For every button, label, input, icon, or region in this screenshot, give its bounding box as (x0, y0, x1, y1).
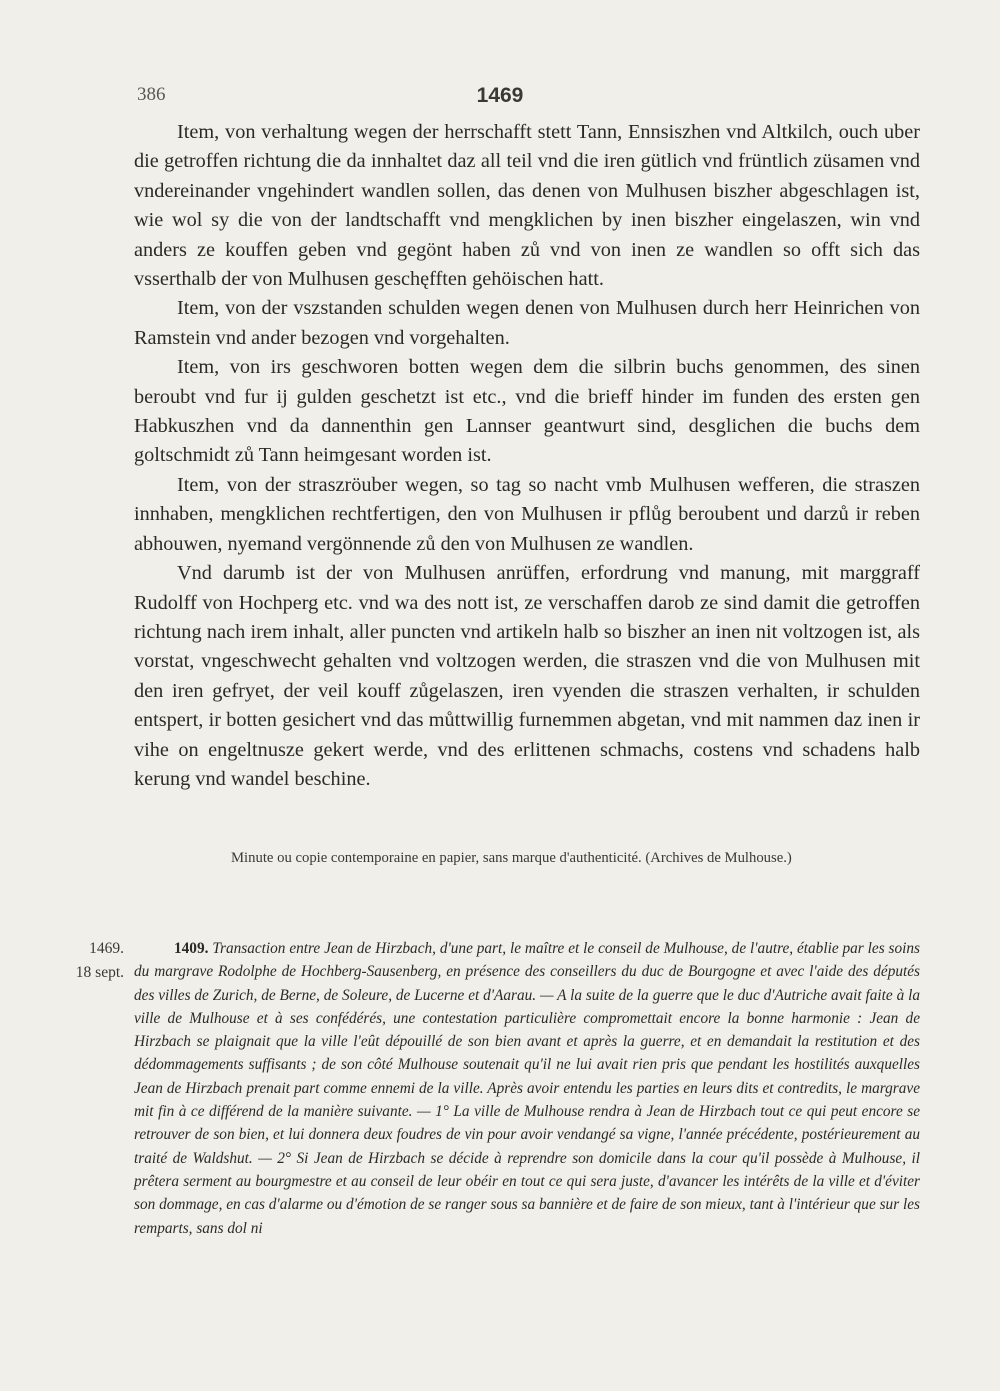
margin-date-day: 18 sept. (75, 963, 124, 981)
running-header-year: 1469 (476, 84, 524, 107)
paragraph: Item, von verhaltung wegen der herrschafft stett Tann, Ennsiszhen vnd Altkilch, ouch uber die getroffen richtung die da innhaltet daz all teil vnd die iren gütlich vnd früntlich züsamen vnd vndereinander vngehindert wandlen sollen, das denen von Mulhusen biszher abgeschlagen ist, wie wol sy die von der landtschafft vnd mengklichen by inen biszher eingelaszen, win vnd anders ze kouffen geben vnd gegönt haben zů vnd von inen ze wandlen so offt sich das vsserthalb der von Mulhusen geschęfften gehöischen hatt. (134, 121, 920, 291)
regest-entry (134, 937, 920, 1240)
page-number: 386 (137, 84, 166, 105)
paragraph: Item, von der straszröuber wegen, so tag so nacht vmb Mulhusen wefferen, die straszen innhaben, mengklichen rechtfertigen, den von Mulhusen ir pflůg beroubent und darzů ir reben abhouwen, nyemand vergönnende zů den von Mulhusen ze wandlen. (134, 473, 920, 555)
margin-date-year: 1469. (89, 940, 124, 957)
margin-date (52, 937, 124, 984)
paragraph: Item, von irs geschworen botten wegen dem die silbrin buchs genommen, des sinen beroubt vnd fur ij gulden geschetzt ist etc., vnd die brieff hinder im funden des ersten gen Habkuszhen vnd da dannenthin gen Lannser geantwurt sind, desglichen die buchs dem goltschmidt zů Tann heimgesant worden ist. (134, 356, 920, 467)
source-note: Minute ou copie contemporaine en papier, sans marque d'authenticité. (Archives de Mulhouse.) (231, 850, 792, 866)
regest-number: 1409. (174, 940, 209, 957)
paragraph: Item, von der vszstanden schulden wegen denen von Mulhusen durch herr Heinrichen von Ramstein vnd ander bezogen vnd vorgehalten. (134, 297, 920, 349)
document-body (134, 118, 920, 794)
paragraph: Vnd darumb ist der von Mulhusen anrüffen, erfordrung vnd manung, mit marggraff Rudolff von Hochperg etc. vnd wa des nott ist, ze verschaffen darob ze sind damit die getroffen richtung nach irem inhalt, aller puncten vnd artikeln halb so biszher an inen nit voltzogen ist, als vorstat, vngeschwecht gehalten vnd voltzogen werden, die straszen vnd die von Mulhusen mit den iren gefryet, der veil kouff zůgelaszen, iren vyenden die straszen verhalten, ir schulden entspert, ir botten gesichert vnd das můttwillig furnemmen abgetan, vnd mit nammen daz inen ir vihe on engeltnusze gekert werde, vnd des erlittenen schmachs, costens vnd schadens halb kerung vnd wandel beschine. (134, 562, 920, 790)
regest-text: Transaction entre Jean de Hirzbach, d'une part, le maître et le conseil de Mulhouse, de l'autre, établie par les soins du margrave Rodolphe de Hochberg-Sausenberg, en présence des conseillers du duc de Bourgogne et avec l'aide des députés des villes de Zurich, de Berne, de Soleure, de Lucerne et d'Aarau. — A la suite de la guerre que le duc d'Autriche avait faite à la ville de Mulhouse et à ses confédérés, une contestation particulière compromettait encore la bonne harmonie : Jean de Hirzbach se plaignait que la ville l'eût dépouillé de son bien avant et après la guerre, et en demandait la restitution et des dédommagements suffisants ; de son côté Mulhouse soutenait qu'il ne lui avait rien pris que pendant les hostilités auxquelles Jean de Hirzbach prenait part comme ennemi de la ville. Après avoir entendu les parties en leurs dits et contredits, le margrave mit fin à ce différend de la manière suivante. — 1° La ville de Mulhouse rendra à Jean de Hirzbach tout ce qui peut encore se retrouver de son bien, et lui donnera deux foudres de vin pour avoir vendangé sa vigne, l'année précédente, postérieurement au traité de Waldshut. — 2° Si Jean de Hirzbach se décide à reprendre son domicile dans la cour qu'il possède à Mulhouse, il prêtera serment au bourgmestre et au conseil de leur obéir en tout ce qui sera juste, d'avancer les intérêts de la ville et d'éviter son dommage, en cas d'alarme ou d'émotion de se ranger sous sa bannière et de faire de son mieux, tant à l'intérieur que sur les remparts, sans dol ni (134, 940, 921, 1237)
regest-paragraph (134, 937, 920, 1240)
